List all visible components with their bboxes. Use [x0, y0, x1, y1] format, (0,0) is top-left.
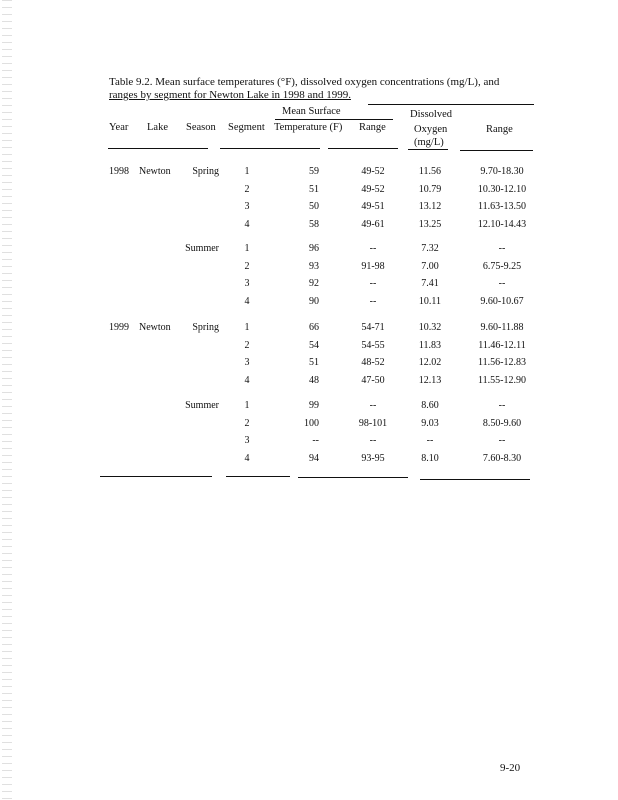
cell-oxygen-range: 9.70-18.30: [480, 166, 524, 177]
header-do-line2: Oxygen: [414, 124, 448, 135]
cell-mean-temperature: 93: [309, 260, 319, 272]
header-temp-line2: Temperature (F): [274, 122, 343, 133]
cell-mean-temperature: 50: [309, 201, 319, 212]
header-temp-line1: Mean Surface: [282, 106, 341, 117]
header-season: Season: [186, 122, 216, 133]
cell-temperature-range: 98-101: [358, 417, 388, 429]
cell-oxygen-range: 11.55-12.90: [478, 374, 526, 386]
bottom-rule-4: [420, 479, 530, 480]
cell-mean-temperature: 54: [309, 339, 319, 351]
header-do-line3: (mg/L): [414, 137, 444, 148]
scan-margin-marks: [2, 0, 12, 800]
cell-segment: 1: [244, 400, 250, 411]
cell-mean-temperature: 92: [309, 278, 319, 289]
cell-dissolved-oxygen: 10.79: [418, 183, 442, 195]
cell-segment: 2: [244, 260, 250, 272]
top-rule: [368, 104, 534, 105]
group-lake: Newton: [139, 322, 171, 333]
cell-oxygen-range: 11.56-12.83: [478, 357, 526, 368]
cell-mean-temperature: 51: [309, 357, 319, 368]
cell-segment: 3: [244, 201, 250, 212]
header-year: Year: [109, 122, 129, 133]
cell-oxygen-range: 9.60-10.67: [480, 295, 524, 307]
cell-oxygen-range: --: [498, 243, 506, 254]
group-year: 1999: [109, 322, 129, 333]
cell-oxygen-range: 12.10-14.43: [477, 218, 527, 230]
cell-oxygen-range: 11.46-12.11: [478, 339, 526, 351]
cell-oxygen-range: 11.63-13.50: [478, 201, 526, 212]
cell-mean-temperature: 99: [309, 400, 319, 411]
cell-dissolved-oxygen: 7.00: [421, 260, 439, 272]
header-do-line1: Dissolved: [410, 109, 452, 120]
cell-temperature-range: --: [369, 295, 377, 307]
group-season: Spring: [192, 322, 219, 333]
cell-dissolved-oxygen: 10.11: [418, 295, 442, 307]
table-caption: [109, 76, 534, 102]
page-number: 9-20: [500, 762, 521, 774]
cell-dissolved-oxygen: 7.41: [421, 278, 439, 289]
cell-temperature-range: 91-98: [361, 260, 385, 272]
cell-dissolved-oxygen: 7.32: [421, 243, 439, 254]
header-rule-2: [220, 148, 320, 149]
cell-oxygen-range: 9.60-11.88: [480, 322, 524, 333]
cell-segment: 3: [244, 278, 250, 289]
cell-temperature-range: --: [369, 278, 377, 289]
cell-segment: 4: [244, 218, 250, 230]
cell-mean-temperature: 96: [309, 243, 319, 254]
cell-dissolved-oxygen: 11.83: [418, 339, 442, 351]
group-season: Summer: [185, 400, 219, 411]
cell-temperature-range: 93-95: [361, 452, 385, 464]
header-do-range: Range: [486, 124, 513, 135]
cell-mean-temperature: 58: [309, 218, 319, 230]
cell-temperature-range: 49-52: [361, 166, 385, 177]
cell-oxygen-range: --: [498, 435, 506, 446]
temp-group-rule: [275, 119, 393, 120]
cell-segment: 2: [244, 417, 250, 429]
cell-mean-temperature: 48: [309, 374, 319, 386]
header-lake: Lake: [147, 122, 168, 133]
cell-oxygen-range: --: [498, 278, 506, 289]
cell-mean-temperature: 94: [309, 452, 319, 464]
cell-temperature-range: 54-71: [361, 322, 385, 333]
header-segment: Segment: [228, 122, 265, 133]
cell-dissolved-oxygen: 10.32: [418, 322, 442, 333]
cell-dissolved-oxygen: --: [426, 435, 434, 446]
cell-dissolved-oxygen: 11.56: [418, 166, 442, 177]
group-year: 1998: [109, 166, 129, 177]
cell-segment: 3: [244, 357, 250, 368]
cell-dissolved-oxygen: 8.60: [421, 400, 439, 411]
bottom-rule-3: [298, 477, 408, 478]
group-season: Spring: [192, 166, 219, 177]
cell-mean-temperature: 59: [309, 166, 319, 177]
cell-mean-temperature: 100: [304, 417, 319, 429]
cell-mean-temperature: 66: [309, 322, 319, 333]
cell-dissolved-oxygen: 13.12: [418, 201, 442, 212]
cell-temperature-range: 49-61: [361, 218, 385, 230]
caption-line-1: Table 9.2. Mean surface temperatures (°F), dissolved oxygen concentrations (mg/L), and: [109, 76, 500, 88]
cell-oxygen-range: --: [498, 400, 506, 411]
cell-segment: 2: [244, 339, 250, 351]
cell-dissolved-oxygen: 12.02: [418, 357, 442, 368]
header-rule-5: [460, 150, 533, 151]
cell-temperature-range: --: [369, 400, 377, 411]
cell-dissolved-oxygen: 13.25: [418, 218, 442, 230]
cell-segment: 4: [244, 452, 250, 464]
cell-segment: 4: [244, 374, 250, 386]
cell-temperature-range: 47-50: [361, 374, 385, 386]
cell-segment: 4: [244, 295, 250, 307]
header-rule-3: [328, 148, 398, 149]
cell-segment: 2: [244, 183, 250, 195]
cell-segment: 1: [244, 322, 250, 333]
cell-mean-temperature: 51: [309, 183, 319, 195]
group-lake: Newton: [139, 166, 171, 177]
cell-mean-temperature: --: [312, 435, 319, 446]
cell-temperature-range: 54-55: [361, 339, 385, 351]
cell-dissolved-oxygen: 8.10: [421, 452, 439, 464]
cell-segment: 1: [244, 166, 250, 177]
cell-segment: 3: [244, 435, 250, 446]
group-season: Summer: [185, 243, 219, 254]
header-rule-4: [408, 149, 448, 150]
cell-temperature-range: 49-51: [361, 201, 385, 212]
cell-dissolved-oxygen: 12.13: [418, 374, 442, 386]
cell-oxygen-range: 8.50-9.60: [482, 417, 522, 429]
cell-segment: 1: [244, 243, 250, 254]
cell-temperature-range: 48-52: [361, 357, 385, 368]
cell-temperature-range: 49-52: [361, 183, 385, 195]
cell-oxygen-range: 6.75-9.25: [482, 260, 522, 272]
cell-temperature-range: --: [369, 243, 377, 254]
header-temp-range: Range: [359, 122, 386, 133]
cell-oxygen-range: 10.30-12.10: [477, 183, 527, 195]
cell-temperature-range: --: [369, 435, 377, 446]
bottom-rule-1: [100, 476, 212, 477]
cell-oxygen-range: 7.60-8.30: [482, 452, 522, 464]
header-rule-1: [108, 148, 208, 149]
cell-dissolved-oxygen: 9.03: [421, 417, 439, 429]
cell-mean-temperature: 90: [309, 295, 319, 307]
bottom-rule-2: [226, 476, 290, 477]
caption-line-2: ranges by segment for Newton Lake in 1998 and 1999.: [109, 89, 351, 101]
